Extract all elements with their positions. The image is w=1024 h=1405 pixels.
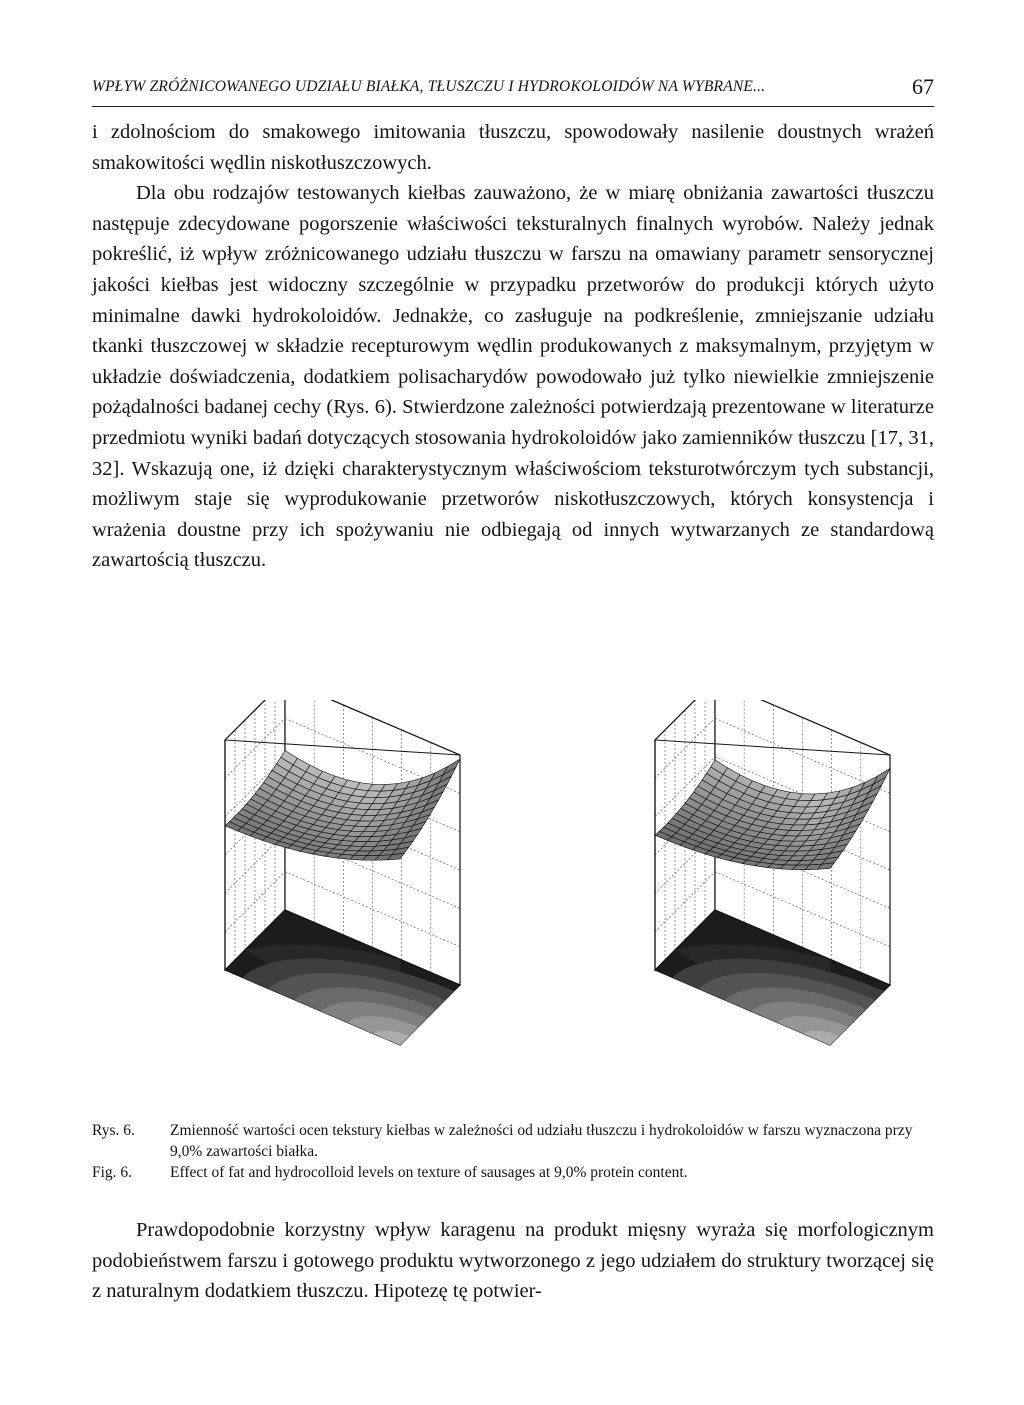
surface-plot-right xyxy=(530,700,930,1085)
running-title: WPŁYW ZRÓŻNICOWANEGO UDZIAŁU BIAŁKA, TŁUSZCZU I HYDROKOLOIDÓW NA WYBRANE... xyxy=(92,78,766,95)
surface-plot-right-svg xyxy=(530,700,930,1085)
caption-english-text: Effect of fat and hydrocolloid levels on texture of sausages at 9,0% protein content. xyxy=(170,1164,688,1181)
body-text-continued xyxy=(92,1215,934,1307)
surface-plot-left xyxy=(100,700,500,1085)
paragraph-1: i zdolnościom do smakowego imitowania tłuszczu, spowodowały nasilenie doustnych wrażeń smakowitości wędlin niskotłuszczowych. xyxy=(92,121,934,174)
paragraph-3: Prawdopodobnie korzystny wpływ karagenu na produkt mięsny wyraża się morfologicznym podobieństwem farszu i gotowego produktu wytworzonego z jego udziałem do struktury tworzącej się z naturalnym dodatkiem tłuszczu. Hipotezę tę potwier- xyxy=(92,1219,934,1303)
caption-polish-text: Zmienność wartości ocen tekstury kiełbas w zależności od udziału tłuszczu i hydrokoloidów w farszu wyznaczona przy 9,0% zawartości białka. xyxy=(170,1122,913,1160)
paragraph-2: Dla obu rodzajów testowanych kiełbas zauważono, że w miarę obniżania zawartości tłuszczu następuje zdecydowane pogorszenie właściwości teksturalnych finalnych wyrobów. Należy jednak pokreślić, iż wpływ zróżnicowanego udziału tłuszczu w farszu na omawiany parametr sensorycznej jakości kiełbas jest widoczny szczególnie w przypadku przetworów do produkcji których użyto minimalne dawki hydrokoloidów. Jednakże, co zasługuje na podkreślenie, zmniejszanie udziału tkanki tłuszczowej w składzie recepturowym wędlin produkowanych z maksymalnym, przyjętym w układzie doświadczenia, dodatkiem polisacharydów powodowało już tylko niewielkie zmniejszenie pożądalności badanej cechy (Rys. 6). Stwierdzone zależności potwierdzają prezentowane w literaturze przedmiotu wyniki badań dotyczących stosowania hydrokoloidów jako zamienników tłuszczu [17, 31, 32]. Wskazują one, iż dzięki charakterystycznym właściwościom teksturotwórczym tych substancji, możliwym staje się wyprodukowanie przetworów niskotłuszczowych, których konsystencja i wrażenia doustne przy ich spożywaniu nie odbiegają od innych wytwarzanych ze standardową zawartością tłuszczu. xyxy=(92,182,934,572)
caption-polish-label: Rys. 6. xyxy=(92,1122,135,1139)
body-text xyxy=(92,117,934,576)
figure-6 xyxy=(100,700,930,1085)
page-number: 67 xyxy=(912,74,934,99)
caption-english-label: Fig. 6. xyxy=(92,1164,133,1181)
surface-plot-left-svg xyxy=(100,700,500,1085)
running-head xyxy=(92,72,934,107)
